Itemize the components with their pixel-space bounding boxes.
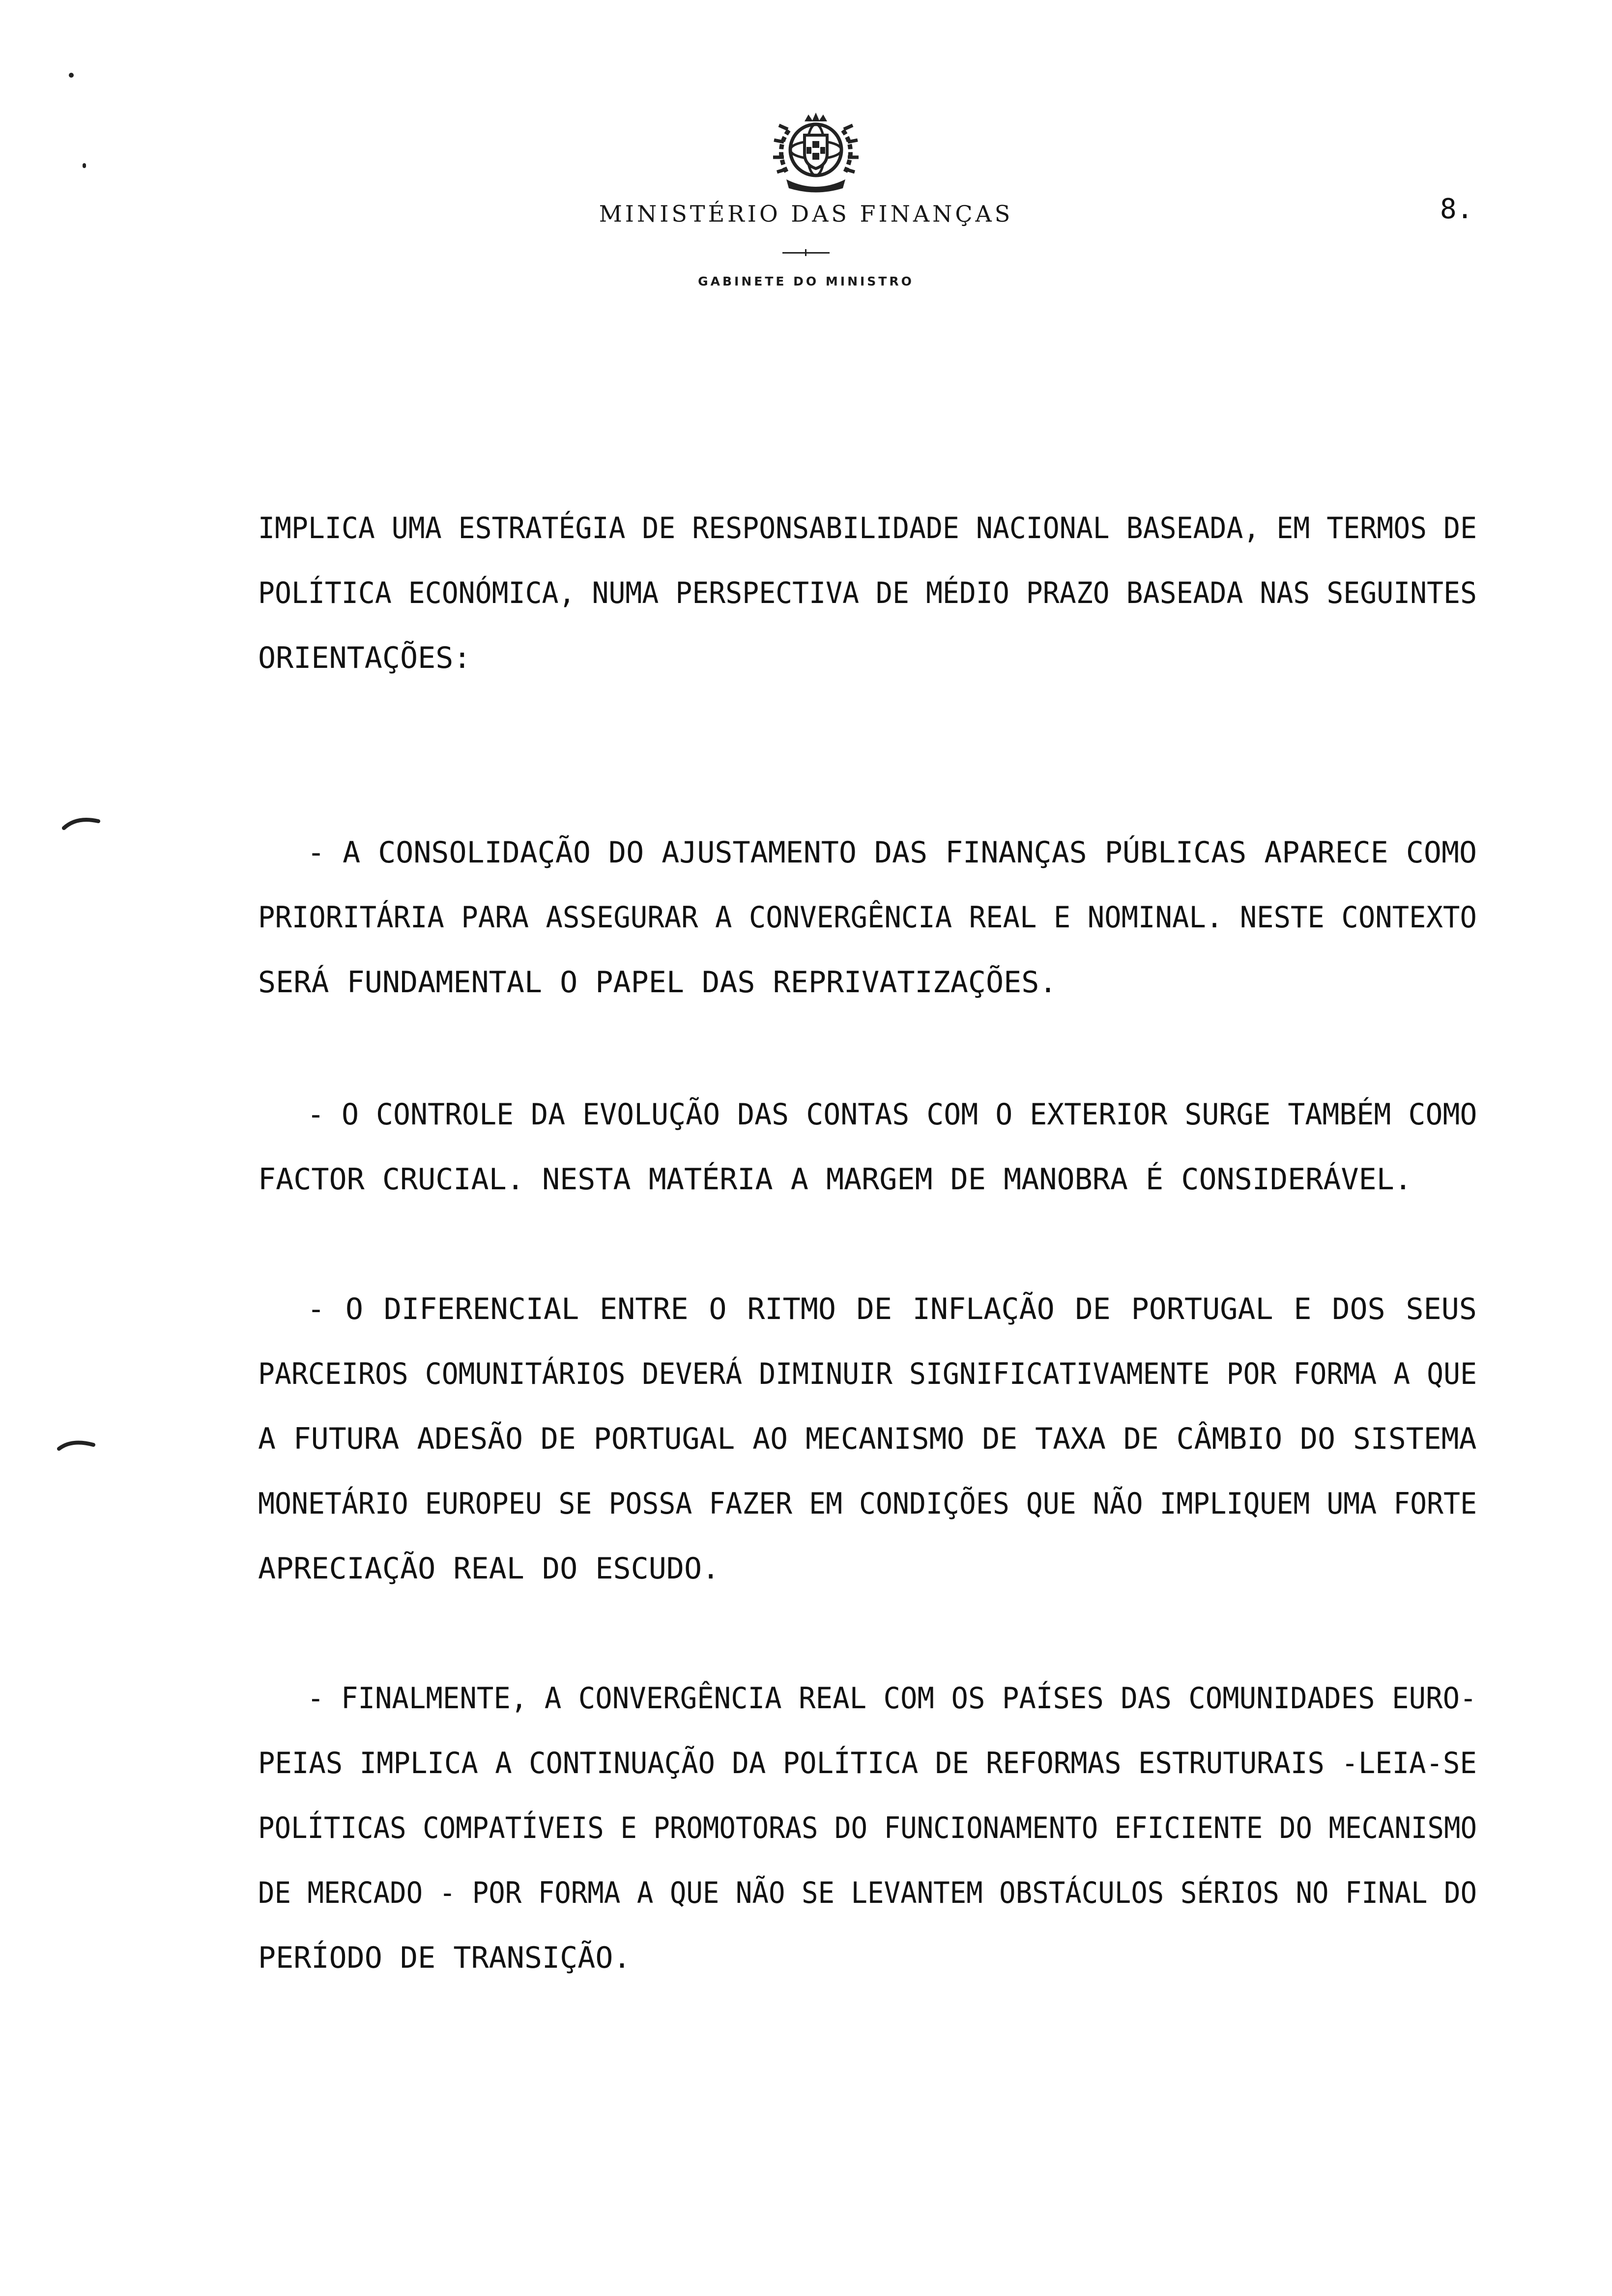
margin-mark [83, 163, 86, 168]
margin-mark [62, 813, 101, 833]
ministry-name: MINISTÉRIO DAS FINANÇAS [599, 201, 1013, 227]
coat-of-arms-icon [759, 111, 872, 194]
item-2-line: FACTOR CRUCIAL. NESTA MATÉRIA A MARGEM DE MANOBRA É CONSIDERÁVEL. [258, 1162, 1412, 1197]
item-2-line: - O CONTROLE DA EVOLUÇÃO DAS CONTAS COM O EXTERIOR SURGE TAMBÉM COMO [307, 1097, 1477, 1132]
item-3-line: APRECIAÇÃO REAL DO ESCUDO. [258, 1551, 720, 1586]
intro-line: IMPLICA UMA ESTRATÉGIA DE RESPONSABILIDADE NACIONAL BASEADA, EM TERMOS DE [258, 511, 1477, 545]
item-3-line: - O DIFERENCIAL ENTRE O RITMO DE INFLAÇÃO DE PORTUGAL E DOS SEUS [307, 1292, 1477, 1326]
item-3-line: A FUTURA ADESÃO DE PORTUGAL AO MECANISMO DE TAXA DE CÂMBIO DO SISTEMA [258, 1422, 1477, 1456]
cabinet-name: GABINETE DO MINISTRO [698, 274, 914, 288]
item-4-line: PERÍODO DE TRANSIÇÃO. [258, 1941, 631, 1975]
item-1-line: - A CONSOLIDAÇÃO DO AJUSTAMENTO DAS FINANÇAS PÚBLICAS APARECE COMO [307, 835, 1477, 870]
item-4-line: PEIAS IMPLICA A CONTINUAÇÃO DA POLÍTICA DE REFORMAS ESTRUTURAIS -LEIA-SE [258, 1746, 1477, 1780]
item-1-line: SERÁ FUNDAMENTAL O PAPEL DAS REPRIVATIZAÇÕES. [258, 965, 1057, 1000]
item-3-line: PARCEIROS COMUNITÁRIOS DEVERÁ DIMINUIR SIGNIFICATIVAMENTE POR FORMA A QUE [258, 1357, 1477, 1391]
intro-line: POLÍTICA ECONÓMICA, NUMA PERSPECTIVA DE MÉDIO PRAZO BASEADA NAS SEGUINTES [258, 576, 1477, 610]
letterhead-divider-tick [805, 249, 806, 256]
intro-line: ORIENTAÇÕES: [258, 641, 471, 675]
margin-mark [57, 1435, 96, 1455]
item-4-line: DE MERCADO - POR FORMA A QUE NÃO SE LEVANTEM OBSTÁCULOS SÉRIOS NO FINAL DO [258, 1876, 1477, 1910]
margin-mark [69, 73, 74, 78]
page-number: 8. [1440, 193, 1473, 225]
item-4-line: - FINALMENTE, A CONVERGÊNCIA REAL COM OS PAÍSES DAS COMUNIDADES EURO- [307, 1681, 1477, 1716]
item-3-line: MONETÁRIO EUROPEU SE POSSA FAZER EM CONDIÇÕES QUE NÃO IMPLIQUEM UMA FORTE [258, 1487, 1477, 1521]
item-4-line: POLÍTICAS COMPATÍVEIS E PROMOTORAS DO FUNCIONAMENTO EFICIENTE DO MECANISMO [258, 1811, 1477, 1845]
item-1-line: PRIORITÁRIA PARA ASSEGURAR A CONVERGÊNCIA REAL E NOMINAL. NESTE CONTEXTO [258, 900, 1477, 935]
